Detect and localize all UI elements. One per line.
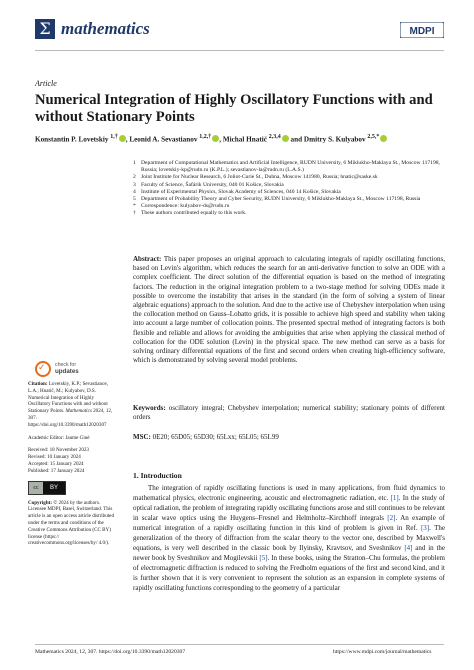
published-date: Published: 17 January 2024 — [28, 467, 85, 474]
citation-text: Lovetskiy, K.P.; Sevastianov, L.A.; Hnatič, M.; Kulyabov, D.S. Numerical Integration of Highly Oscillatory Functions with and without Stationary Points. — [28, 381, 109, 415]
abstract-label: Abstract: — [133, 255, 162, 263]
affiliation-item — [133, 174, 453, 181]
intro-text: . In the study of optical radiation, the problem of integrating rapidly oscillating functions arose and still continues to be relevant in scalar wave optics using the Huygens–Fresnel and Helmholtz–Kirchhoff integrals — [133, 493, 445, 522]
cc-by-license-badge[interactable] — [28, 481, 66, 495]
author-superscript: 2,3,4 — [268, 134, 281, 140]
keywords — [133, 404, 445, 422]
copyright-text: © 2024 by the authors. Licensee MDPI, Basel, Switzerland. This article is an open access article distributed under the terms and conditions of the Creative Commons Attribution (CC BY) license (https:// creativecommons.org/licenses/by/ 4.0/). — [28, 499, 114, 547]
orcid-icon[interactable] — [380, 135, 387, 142]
keywords-text: oscillatory integral; Chebyshev interpolation; numerical stability; stationary points of different orders — [133, 404, 445, 422]
intro-text: . In these books, using the Stratton–Chu formulas, the problem of electromagnetic diffraction is reduced to solving the Fredholm equations of the first and second kind, and it is further shown that it is very convenient to represent the solution as an expansion in complete systems of rapidly oscillating functions corresponding to the geometry of a particular — [133, 553, 445, 592]
citation-doi-link[interactable]: https://doi.org/10.3390/math12020307 — [28, 421, 107, 428]
journal-logo-icon: Σ — [35, 19, 55, 39]
dates-block — [28, 447, 116, 474]
author-superscript: 1,† — [110, 134, 118, 140]
affiliation-text: Joint Institute for Nuclear Research, 6 Joliot-Curie St., Dubna, Moscow 141980, Russia; hnatic@saske.sk — [141, 174, 378, 181]
affiliation-text[interactable]: Correspondence: kulyabov-ds@rudn.ru — [141, 203, 230, 210]
revised-date: Revised: 10 January 2024 — [28, 454, 81, 461]
affiliation-item — [133, 189, 453, 196]
affiliation-item — [133, 210, 453, 217]
mdpi-logo-text: MDPI — [409, 26, 435, 37]
editor-block — [28, 435, 116, 442]
cc-icon: cc — [29, 482, 43, 494]
by-icon: BY — [43, 482, 65, 494]
intro-text: The integration of rapidly oscillating functions is used in many applications, from fluid dynamics to mathematical physics, electronic engineering, acoustic and electromagnetic radiation, etc. — [133, 484, 445, 502]
copyright-block — [28, 500, 116, 548]
author-name[interactable]: Michal Hnatič — [222, 135, 267, 144]
editor-label: Academic Editor: — [28, 434, 65, 441]
author-superscript: 2,5,* — [367, 134, 380, 140]
checkmark-icon: ✓ — [38, 362, 46, 372]
intro-text: . An example of numerical integration of a rapidly oscillating function in this kind of problem is given in Ref. — [133, 513, 446, 532]
affiliations — [133, 160, 453, 218]
affiliation-text: These authors contributed equally to this work. — [141, 210, 247, 217]
msc-codes — [133, 433, 445, 442]
introduction-paragraph — [133, 484, 445, 593]
footer-journal-url[interactable]: https://www.mdpi.com/journal/mathematics — [333, 649, 432, 655]
section-heading: 1. Introduction — [133, 471, 182, 480]
affiliation-number: 3 — [133, 181, 136, 188]
article-title: Numerical Integration of Highly Oscillatory Functions with and without Stationary Points — [35, 92, 433, 125]
affiliation-item — [133, 160, 453, 174]
affiliation-text: Faculty of Science, Šafárik University, 040 01 Košice, Slovakia — [141, 181, 284, 188]
keywords-label: Keywords: — [133, 404, 166, 412]
abstract-text: This paper proposes an original approach to calculating integrals of rapidly oscillating functions, based on Levin's algorithm, which reduces the search for an anti-derivative function to solve an ODE with a complex coefficient. The direct solution of the differential equation is based on the method of integrating factors. The reduction in the original integration problem to a two-stage method for solving ODEs made it possible to overcome the instability that arises in the standard (in the form of solving a system of linear algebraic equations) approach to the solution. And due to the active use of Chebyshev interpolation when using the collocation method on Gauss–Lobatto grids, it is possible to achieve high speed and stability when taking into account a large number of collocation points. The presented spectral method of integrating factors is both flexible and reliable and allows for avoiding the ambiguities that arise when applying the classical method of collocation for the ODE solution (Levin) in the physical space. The new method can serve as a basis for solving ordinary differential equations of the first and second orders when creating high-efficiency software, which is demonstrated by solving several model problems. — [133, 255, 445, 365]
affiliation-item — [133, 196, 453, 203]
author-name[interactable]: Konstantin P. Lovetskiy — [35, 135, 109, 144]
affiliation-text: Department of Computational Mathematics and Artificial Intelligence, RUDN University, 6 Miklukho-Maklaya St., Moscow 117198, Russia; lovetskiy-kp@rudn.ru (K.P.L.); sevastianov-la@rudn.ru (L.A.S.) — [141, 160, 440, 174]
affiliation-number: 4 — [133, 188, 136, 195]
copyright-label: Copyright: — [28, 499, 53, 506]
check-updates-label-top: check for — [55, 362, 77, 368]
affiliation-number: 1 — [133, 160, 136, 166]
affiliation-number: * — [133, 203, 136, 210]
citation-year-volume: 2024, 12, 307. — [28, 408, 113, 421]
journal-name[interactable]: mathematics — [61, 19, 150, 38]
editor-name: Jaume Giné — [65, 434, 90, 441]
footer-divider — [35, 644, 444, 645]
affiliation-text: Institute of Experimental Physics, Slovak Academy of Sciences, 040 14 Košice, Slovakia — [141, 188, 341, 195]
affiliation-number: † — [133, 210, 136, 217]
author-name[interactable]: Dmitry S. Kulyabov — [303, 135, 366, 144]
accepted-date: Accepted: 15 January 2024 — [28, 460, 84, 467]
received-date: Received: 18 November 2023 — [28, 447, 89, 454]
affiliation-text: Department of Probability Theory and Cyber Security, RUDN University, 6 Miklukho-Maklaya St., Moscow 117198, Russia — [141, 196, 421, 203]
citation-block — [28, 381, 116, 429]
article-type: Article — [35, 79, 57, 88]
intro-text: . The generalization of the theory of diffraction from the scalar theory to the vector one, described by Maxwell's equations, is very well described in the classic book by Ilyinsky, Kravtsov, and Sveshnikov — [133, 523, 445, 552]
author-superscript: 1,2,† — [199, 134, 212, 140]
affiliation-number: 2 — [133, 174, 136, 181]
affiliation-item — [133, 203, 453, 210]
citation-link[interactable]: [2] — [387, 513, 396, 522]
citation-link[interactable]: [4] — [404, 543, 413, 552]
citation-link[interactable]: [5] — [259, 553, 268, 562]
check-updates-label-bottom: updates — [55, 368, 79, 375]
header-divider — [35, 50, 444, 51]
footer-citation[interactable]: Mathematics 2024, 12, 307. https://doi.org/10.3390/math12020307 — [35, 649, 186, 655]
affiliation-number: 5 — [133, 196, 136, 203]
author-list: Konstantin P. Lovetskiy $^{1,\dagger}$ , Leonid A. Sevastianov $^{1,2,\dagger}$ , Michal Hnatič $^{2,3,4}$ and Dmitry S. Kulyabov $^{2,5,*}$ — [35, 134, 455, 143]
mdpi-logo[interactable] — [400, 22, 444, 38]
msc-label: MSC: — [133, 433, 151, 441]
intro-text: and in the newer book by Sveshnikov and Mogilevskii — [133, 543, 446, 562]
citation-link[interactable]: [3] — [420, 523, 430, 532]
article-sidebar — [28, 381, 116, 553]
orcid-icon[interactable] — [212, 135, 219, 142]
author-name[interactable]: Leonid A. Sevastianov — [129, 135, 198, 144]
abstract — [133, 255, 445, 365]
citation-link[interactable]: [1] — [390, 493, 399, 502]
msc-text: 0E20; 65D05; 65D30; 65Lxx; 65L05; 65L99 — [152, 433, 279, 441]
citation-journal: Mathematics — [65, 408, 92, 415]
affiliation-item — [133, 182, 453, 189]
citation-label: Citation: — [28, 381, 48, 387]
orcid-icon[interactable] — [282, 135, 289, 142]
orcid-icon[interactable] — [119, 135, 126, 142]
